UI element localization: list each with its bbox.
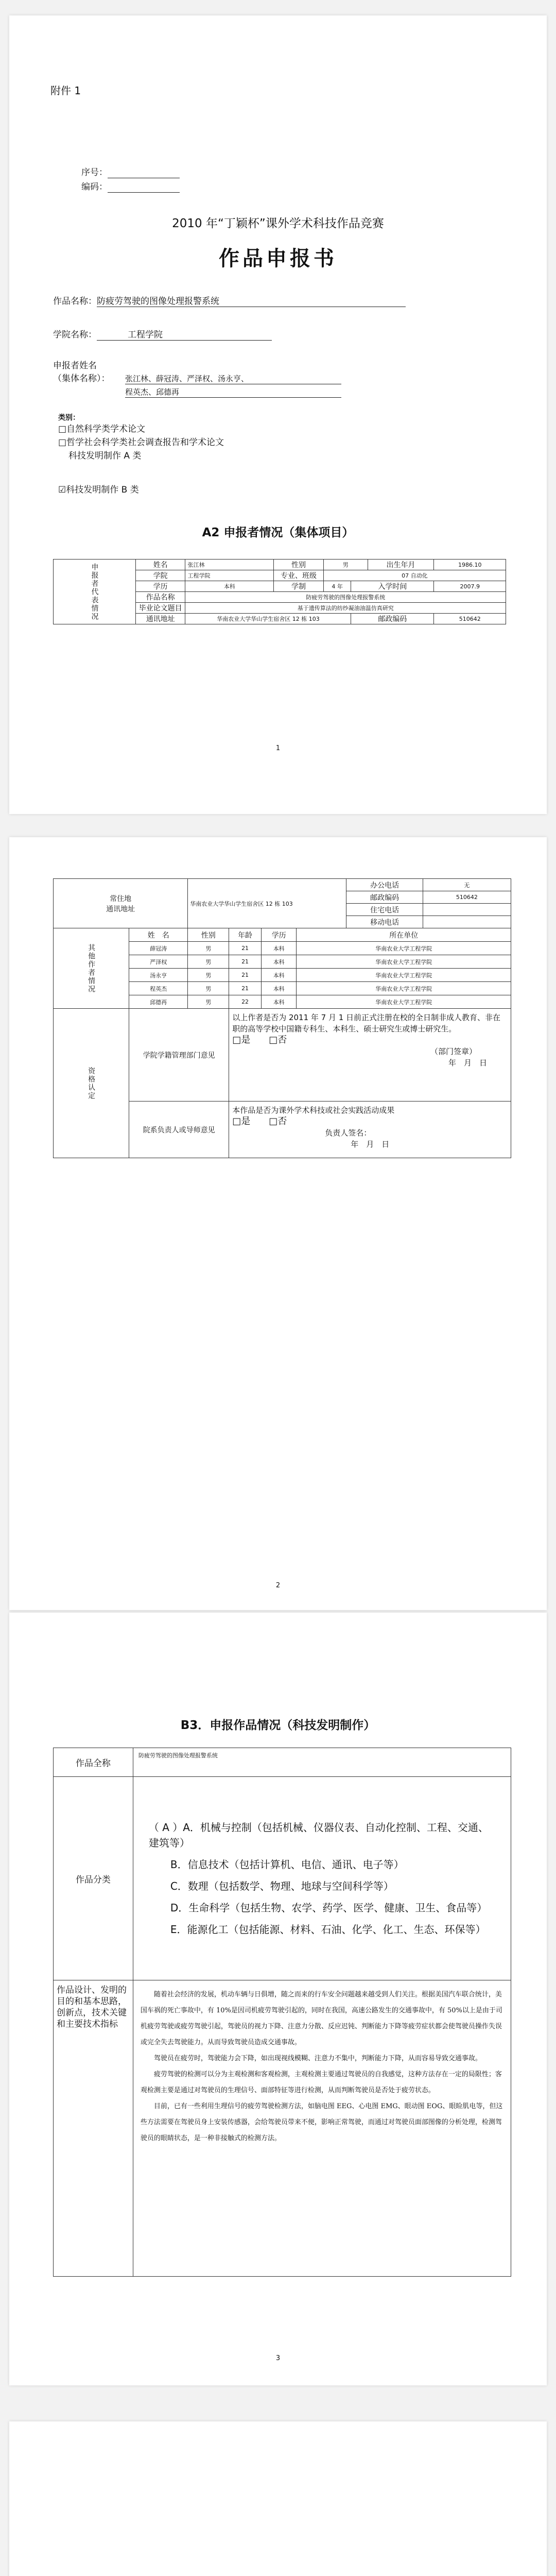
category-d[interactable]: D．生命科学（包括生物、农学、药学、医学、健康、卫生、食品等） <box>170 1902 488 1914</box>
author-gender[interactable]: 男 <box>188 942 229 955</box>
a2-birth-value[interactable]: 1986.10 <box>434 560 506 570</box>
a2-postcode-label: 邮政编码 <box>351 614 434 624</box>
dept-yes-no[interactable]: □是 □否 <box>232 1035 287 1045</box>
a2-name-value[interactable]: 张江林 <box>185 560 274 570</box>
author-unit[interactable]: 华南农业大学工程学院 <box>297 955 511 969</box>
purpose-paragraph: 疲劳驾驶的检测可以分为主观检测和客观检测，主观检测主要通过驾驶员的自我感觉，这种方法存在一定的局限性；客观检测主要是通过对驾驶员的生理信号、面部特征等进行检测，从而判断驾驶员是否处于疲劳状态。 <box>140 2071 502 2094</box>
b3-category-list <box>133 1777 511 1980</box>
serial-blank[interactable] <box>108 167 180 178</box>
school-label: 学院名称： <box>53 330 97 340</box>
author-degree[interactable]: 本科 <box>261 969 296 982</box>
a2-section-title: A2 申报者情况（集体项目） <box>202 526 354 539</box>
work-name-label: 作品名称： <box>53 296 97 307</box>
page-4-blank <box>9 2421 547 2576</box>
authors-table <box>53 878 511 1158</box>
residence-label-2: 通讯地址 <box>106 905 135 913</box>
author-age[interactable]: 21 <box>229 955 262 969</box>
category-e[interactable]: E．能源化工（包括能源、材料、石油、化学、化工、生态、环保等） <box>170 1923 486 1936</box>
b3-purpose-text[interactable] <box>133 1980 511 2277</box>
code-field <box>81 179 180 193</box>
page-number-1: 1 <box>275 744 281 752</box>
residence-label <box>54 879 188 928</box>
dept-text: 以上作者是否为 2011 年 7 月 1 日前正式注册在校的全日制非成人教育、非在职的高等学校中国籍专科生、本科生、硕士研究生或博士研究生。 <box>232 1013 501 1033</box>
dept-date: 年 月 日 <box>448 1058 487 1067</box>
school-value[interactable]: 工程学院 <box>97 327 272 341</box>
form-title: 作品申报书 <box>219 246 337 270</box>
author-degree[interactable]: 本科 <box>261 942 296 955</box>
leader-label: 院系负责人或导师意见 <box>129 1101 229 1158</box>
purpose-paragraph: 随着社会经济的发展，机动车辆与日俱增，随之而来的行车安全问题越来越受到人们关注。根据美国汽车联合统计，美国车祸的死亡事故中，有 10%是因司机疲劳驾驶引起的，同时在我国，高速公路发生的交通事故中，有 50%以上是由于司机疲劳驾驶或疲劳驾驶引起，驾驶员的视力下降、注意力分散、反应迟钝、判断能力下降等疲劳症状都会使驾驶员操作失误或完全失去驾驶能力。从而导致驾驶员造成交通事故。 <box>140 1991 502 2046</box>
author-age[interactable]: 22 <box>229 995 262 1009</box>
a2-birth-label: 出生年月 <box>368 560 434 570</box>
leader-yes-no[interactable]: □是 □否 <box>232 1116 287 1127</box>
b3-section-title: B3．申报作品情况（科技发明制作） <box>180 1719 376 1732</box>
leader-text: 本作品是否为课外学术科技或社会实践活动成果 <box>232 1106 395 1115</box>
a2-degree-value[interactable]: 本科 <box>185 581 274 592</box>
a2-gender-value[interactable]: 男 <box>323 560 368 570</box>
a2-college-value[interactable]: 工程学院 <box>185 570 274 581</box>
dept-stamp: （部门签章） <box>430 1047 477 1056</box>
a2-thesis-value[interactable]: 基于遗传算法的纺纱凝油油温仿真研究 <box>185 603 506 614</box>
author-age[interactable]: 21 <box>229 982 262 995</box>
b3-purpose-label: 作品设计、发明的目的和基本思路，创新点，技术关键和主要技术指标 <box>54 1980 133 2277</box>
author-unit[interactable]: 华南农业大学工程学院 <box>297 995 511 1009</box>
dept-opinion <box>229 1009 511 1101</box>
residence-value[interactable]: 华南农业大学华山学生宿舍区 12 栋 103 <box>188 879 346 928</box>
serial-field <box>81 165 180 178</box>
school-row <box>53 327 272 341</box>
author-age[interactable]: 21 <box>229 969 262 982</box>
others-label: 其他作者情况 <box>54 928 129 1009</box>
applicants-line-2: 程英杰、邱德再 <box>125 386 341 398</box>
a2-work-label: 作品名称 <box>135 592 185 603</box>
b3-category-label: 作品分类 <box>54 1777 133 1980</box>
author-name[interactable]: 严泽权 <box>129 955 188 969</box>
page-1 <box>9 15 547 814</box>
header-gender: 性别 <box>188 928 229 942</box>
page-2 <box>9 837 547 1610</box>
work-name-row <box>53 294 406 307</box>
category-options <box>58 422 224 497</box>
author-degree[interactable]: 本科 <box>261 955 296 969</box>
b3-work-value[interactable]: 防疲劳驾驶的图像处理报警系统 <box>133 1748 511 1777</box>
a2-work-value[interactable]: 防疲劳驾驶的图像处理报警系统 <box>185 592 506 603</box>
applicant-label-1: 申报者姓名 <box>53 361 97 371</box>
dept-label: 学院学籍管理部门意见 <box>129 1009 229 1101</box>
office-phone-value[interactable]: 无 <box>423 879 511 891</box>
page-number-3: 3 <box>275 2354 281 2362</box>
postcode-label-2: 邮政编码 <box>346 891 423 904</box>
applicant-label-2: （集体名称）： <box>53 374 110 384</box>
page-number-2: 2 <box>275 1582 281 1589</box>
a2-name-label: 姓名 <box>135 560 185 570</box>
home-phone-value[interactable] <box>423 904 511 916</box>
leader-signature: 负责人签名： <box>325 1128 372 1138</box>
qualification-label: 资格认定 <box>54 1009 129 1158</box>
author-gender[interactable]: 男 <box>188 955 229 969</box>
a2-postcode-value[interactable]: 510642 <box>434 614 506 624</box>
category-a[interactable]: （ A ）A．机械与控制（包括机械、仪器仪表、自动化控制、工程、交通、建筑等） <box>148 1821 489 1849</box>
author-age[interactable]: 21 <box>229 942 262 955</box>
option-social-science[interactable]: □哲学社会科学类社会调查报告和学术论文 <box>58 437 224 448</box>
purpose-paragraph: 驾驶员在疲劳时，驾驶能力会下降，如出现视线模糊、注意力不集中，判断能力下降，从而容易导致交通事故。 <box>153 2055 482 2062</box>
author-name[interactable]: 薛冠涛 <box>129 942 188 955</box>
author-gender[interactable]: 男 <box>188 995 229 1009</box>
leader-date: 年 月 日 <box>351 1140 390 1149</box>
mobile-value[interactable] <box>423 916 511 928</box>
author-gender[interactable]: 男 <box>188 982 229 995</box>
a2-major-value[interactable]: 07 自动化 <box>323 570 506 581</box>
serial-label: 序号： <box>81 167 108 178</box>
competition-title: 2010 年“丁颖杯”课外学术科技作品竞赛 <box>172 217 384 230</box>
code-blank[interactable] <box>108 182 180 193</box>
author-name[interactable]: 程英杰 <box>129 982 188 995</box>
author-unit[interactable]: 华南农业大学工程学院 <box>297 982 511 995</box>
a2-address-label: 通讯地址 <box>135 614 185 624</box>
a2-years-value[interactable]: 4 年 <box>323 581 351 592</box>
a2-college-label: 学院 <box>135 570 185 581</box>
author-name[interactable]: 汤永亨 <box>129 969 188 982</box>
header-unit: 所在单位 <box>297 928 511 942</box>
a2-gender-label: 性别 <box>274 560 324 570</box>
mobile-label: 移动电话 <box>346 916 423 928</box>
b3-work-label: 作品全称 <box>54 1748 133 1777</box>
b3-table <box>53 1748 511 2277</box>
residence-label-1: 常住地 <box>110 894 132 903</box>
a2-entry-label: 入学时间 <box>351 581 434 592</box>
work-name-value[interactable]: 防疲劳驾驶的图像处理报警系统 <box>97 294 406 307</box>
option-invention-a[interactable]: 科技发明制作 A 类 <box>68 451 142 461</box>
a2-side-label: 申报者代表情况 <box>54 560 136 624</box>
author-degree[interactable]: 本科 <box>261 995 296 1009</box>
applicants-line-1: 张江林、薛冠涛、严泽权、汤永亨、 <box>125 373 341 384</box>
author-name[interactable]: 邱德再 <box>129 995 188 1009</box>
leader-opinion <box>229 1101 511 1158</box>
attachment-label: 附件 1 <box>50 84 81 97</box>
a2-address-value[interactable]: 华南农业大学华山学生宿舍区 12 栋 103 <box>185 614 351 624</box>
a2-entry-value[interactable]: 2007.9 <box>434 581 506 592</box>
category-label: 类别： <box>58 414 80 422</box>
postcode-value-2[interactable]: 510642 <box>423 891 511 904</box>
a2-table <box>53 559 506 624</box>
category-c[interactable]: C．数理（包括数学、物理、地球与空间科学等） <box>170 1880 394 1892</box>
author-gender[interactable]: 男 <box>188 969 229 982</box>
office-phone-label: 办公电话 <box>346 879 423 891</box>
a2-thesis-label: 毕业论文题目 <box>135 603 185 614</box>
a2-years-label: 学制 <box>274 581 324 592</box>
option-invention-b[interactable]: ☑科技发明制作 B 类 <box>58 485 139 495</box>
author-degree[interactable]: 本科 <box>261 982 296 995</box>
a2-major-label: 专业、班级 <box>274 570 324 581</box>
a2-degree-label: 学历 <box>135 581 185 592</box>
header-name: 姓 名 <box>129 928 188 942</box>
header-age: 年龄 <box>229 928 262 942</box>
purpose-paragraph: 目前，已有一些利用生理信号的疲劳驾驶检测方法，如脑电图 EEG、心电图 EMG、眼动图 EOG、眼睑肌电等，但这些方法需要在驾驶员身上安装传感器，会给驾驶员带来不便，影响正常驾驶，而通过对驾驶员面部图像的分析处理，检测驾驶员的眼睛状态，是一种非接触式的检测方法。 <box>140 2103 503 2142</box>
home-phone-label: 住宅电话 <box>346 904 423 916</box>
author-unit[interactable]: 华南农业大学工程学院 <box>297 942 511 955</box>
author-unit[interactable]: 华南农业大学工程学院 <box>297 969 511 982</box>
header-degree: 学历 <box>261 928 296 942</box>
applicants-value[interactable] <box>125 373 341 398</box>
code-label: 编码： <box>81 182 108 192</box>
option-natural-science[interactable]: □自然科学类学术论文 <box>58 424 146 434</box>
category-b[interactable]: B．信息技术（包括计算机、电信、通讯、电子等） <box>170 1858 404 1871</box>
page-3 <box>9 1613 547 2385</box>
